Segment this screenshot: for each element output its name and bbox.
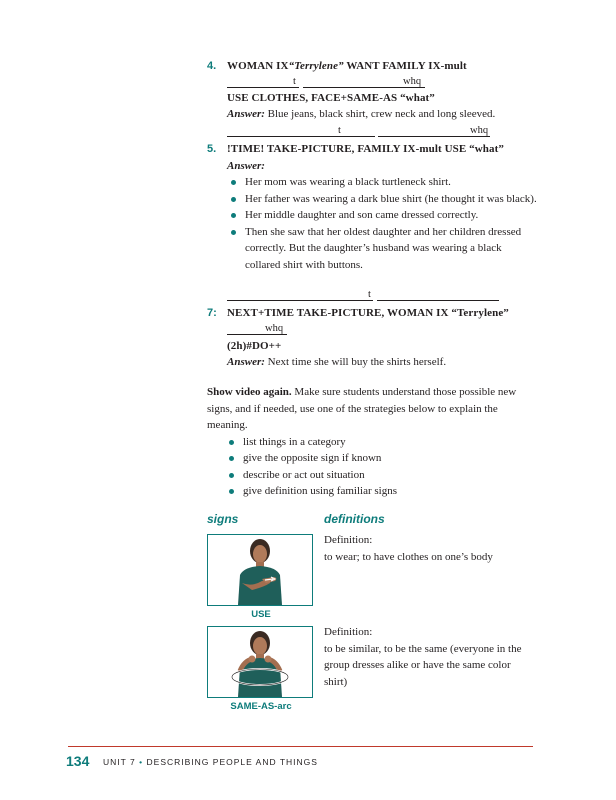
question-4 [207, 58, 537, 123]
question-7 [207, 288, 537, 371]
signs-heading: signs [207, 512, 239, 526]
question-5 [207, 124, 537, 273]
video-instructions [207, 384, 537, 500]
definitions-heading: definitions [324, 512, 385, 526]
signer-illustration [208, 535, 312, 605]
answer: Answer: Next time she will buy the shirts herself. [227, 356, 447, 368]
strategy-list [225, 434, 537, 500]
list-item: describe or act out situation [225, 467, 537, 484]
non-manual-marker-line: t whq [227, 77, 537, 88]
answer-label: Answer: [227, 159, 265, 172]
gloss-line: NEXT+TIME TAKE-PICTURE, WOMAN IX “Terrylene” [227, 307, 509, 319]
question-number: 7: [207, 307, 217, 319]
instruction-paragraph: Show video again. Make sure students understand those possible new signs, and if needed, use one of the strategies below to explain the meaning. [207, 386, 517, 431]
list-item: give the opposite sign if known [225, 450, 537, 467]
non-manual-marker-line: t whq [227, 126, 537, 137]
sign-photo-use [207, 534, 313, 606]
sign-caption-same-as-arc: SAME-AS-arc [230, 701, 292, 712]
gloss-line: USE CLOTHES, FACE+SAME-AS “what” [227, 91, 435, 104]
non-manual-marker-line: t [227, 290, 537, 301]
definition-same-as-arc: Definition: to be similar, to be the same (everyone in the group dresses alike or have the same color shirt) [324, 626, 522, 688]
list-item: Her mom was wearing a black turtleneck shirt. [227, 174, 537, 191]
sign-caption-use: USE [251, 609, 271, 620]
question-number: 4. [207, 60, 217, 72]
list-item: Her middle daughter and son came dressed correctly. [227, 207, 537, 224]
gloss-line: (2h)#DO++ [227, 339, 282, 352]
list-item: list things in a category [225, 434, 537, 451]
non-manual-marker-line: whq [227, 324, 537, 335]
answer: Answer: Blue jeans, black shirt, crew neck and long sleeved. [227, 108, 496, 120]
definition-use: Definition: to wear; to have clothes on one’s body [324, 534, 493, 563]
list-item: give definition using familiar signs [225, 483, 537, 500]
question-number: 5. [207, 143, 217, 155]
signer-illustration [208, 627, 312, 697]
list-item: Then she saw that her oldest daughter and her children dressed correctly. But the daughter’s husband was wearing a black collared shirt with buttons. [227, 224, 537, 274]
page-number: 134 [66, 753, 90, 769]
list-item: Her father was wearing a dark blue shirt (he thought it was black). [227, 191, 537, 208]
footer-divider [68, 746, 533, 747]
sign-photo-same-as-arc [207, 626, 313, 698]
answer-list [227, 174, 537, 273]
running-footer: UNIT 7 • DESCRIBING PEOPLE AND THINGS [103, 757, 318, 767]
gloss-line: WOMAN IX“Terrylene” WANT FAMILY IX-mult [227, 60, 467, 72]
gloss-line: !TIME! TAKE-PICTURE, FAMILY IX-mult USE “what” [227, 143, 504, 155]
